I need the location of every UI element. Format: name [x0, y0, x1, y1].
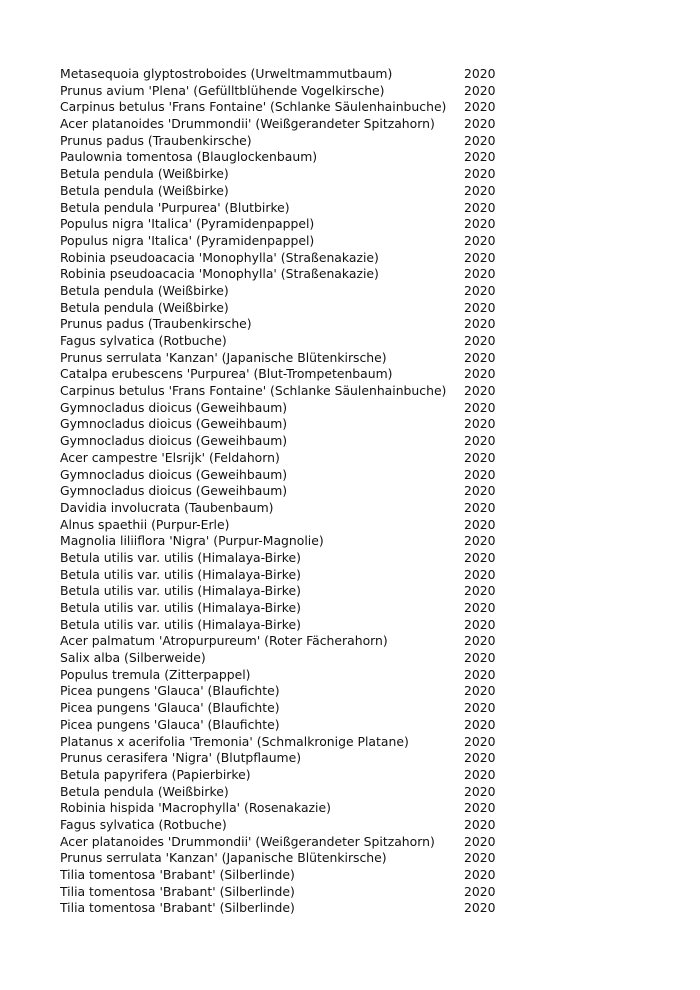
list-item [60, 784, 520, 801]
list-item [60, 667, 520, 684]
list-item [60, 533, 520, 550]
planting-year: 2020 [464, 583, 496, 599]
tree-name: Gymnocladus dioicus (Geweihbaum) [60, 399, 288, 415]
list-item [60, 166, 520, 183]
list-item [60, 900, 520, 917]
list-item [60, 500, 520, 517]
tree-name: Picea pungens 'Glauca' (Blaufichte) [60, 683, 280, 699]
planting-year: 2020 [464, 800, 496, 816]
tree-name: Betula pendula (Weißbirke) [60, 299, 229, 315]
list-item [60, 550, 520, 567]
tree-name: Betula papyrifera (Papierbirke) [60, 766, 251, 782]
tree-name: Acer palmatum 'Atropurpureum' (Roter Fächerahorn) [60, 633, 388, 649]
tree-name: Alnus spaethii (Purpur-Erle) [60, 516, 230, 532]
list-item [60, 517, 520, 534]
list-item [60, 850, 520, 867]
tree-name: Prunus avium 'Plena' (Gefülltblühende Vogelkirsche) [60, 82, 385, 98]
tree-name: Gymnocladus dioicus (Geweihbaum) [60, 433, 288, 449]
planting-year: 2020 [464, 216, 496, 232]
list-item [60, 149, 520, 166]
list-item [60, 233, 520, 250]
planting-year: 2020 [464, 433, 496, 449]
planting-year: 2020 [464, 633, 496, 649]
planting-year: 2020 [464, 299, 496, 315]
planting-year: 2020 [464, 266, 496, 282]
list-item [60, 183, 520, 200]
planting-year: 2020 [464, 600, 496, 615]
tree-name: Betula utilis var. utilis (Himalaya-Birke) [60, 583, 301, 599]
tree-name: Betula utilis var. utilis (Himalaya-Birke) [60, 549, 301, 565]
list-item [60, 66, 520, 83]
tree-name: Prunus cerasifera 'Nigra' (Blutpflaume) [60, 750, 302, 766]
tree-name: Gymnocladus dioicus (Geweihbaum) [60, 483, 288, 499]
list-item [60, 767, 520, 784]
planting-year: 2020 [464, 99, 496, 115]
tree-list [60, 66, 520, 917]
list-item [60, 800, 520, 817]
list-item [60, 567, 520, 584]
planting-year: 2020 [464, 499, 496, 515]
tree-name: Betula pendula (Weißbirke) [60, 182, 229, 198]
list-item [60, 366, 520, 383]
planting-year: 2020 [464, 483, 496, 499]
planting-year: 2020 [464, 816, 496, 832]
list-item [60, 250, 520, 267]
list-item [60, 600, 520, 617]
planting-year: 2020 [464, 650, 496, 666]
tree-name: Fagus sylvatica (Rotbuche) [60, 333, 227, 348]
planting-year: 2020 [464, 616, 496, 632]
list-item [60, 483, 520, 500]
tree-name: Populus nigra 'Italica' (Pyramidenpappel) [60, 216, 315, 232]
list-item [60, 633, 520, 650]
list-item [60, 116, 520, 133]
tree-name: Betula utilis var. utilis (Himalaya-Birke) [60, 616, 301, 632]
planting-year: 2020 [464, 666, 496, 682]
list-item [60, 834, 520, 851]
tree-name: Tilia tomentosa 'Brabant' (Silberlinde) [60, 900, 295, 916]
tree-name: Prunus padus (Traubenkirsche) [60, 316, 252, 332]
tree-name: Prunus serrulata 'Kanzan' (Japanische Blütenkirsche) [60, 349, 387, 365]
tree-name: Fagus sylvatica (Rotbuche) [60, 816, 227, 832]
list-item [60, 416, 520, 433]
list-item [60, 300, 520, 317]
planting-year: 2020 [464, 700, 496, 716]
tree-name: Tilia tomentosa 'Brabant' (Silberlinde) [60, 867, 295, 882]
tree-name: Davidia involucrata (Taubenbaum) [60, 499, 274, 515]
list-item [60, 316, 520, 333]
planting-year: 2020 [464, 199, 496, 215]
tree-name: Populus tremula (Zitterpappel) [60, 666, 251, 682]
list-item [60, 216, 520, 233]
planting-year: 2020 [464, 349, 496, 365]
tree-name: Tilia tomentosa 'Brabant' (Silberlinde) [60, 883, 295, 899]
planting-year: 2020 [464, 733, 496, 749]
planting-year: 2020 [464, 750, 496, 766]
list-item [60, 717, 520, 734]
tree-name: Betula pendula (Weißbirke) [60, 783, 229, 799]
list-item [60, 433, 520, 450]
tree-name: Prunus padus (Traubenkirsche) [60, 132, 252, 148]
tree-name: Gymnocladus dioicus (Geweihbaum) [60, 466, 288, 482]
list-item [60, 400, 520, 417]
tree-name: Magnolia liliiflora 'Nigra' (Purpur-Magnolie) [60, 533, 324, 549]
list-item [60, 83, 520, 100]
planting-year: 2020 [464, 549, 496, 565]
planting-year: 2020 [464, 867, 496, 882]
tree-name: Acer platanoides 'Drummondii' (Weißgerandeter Spitzahorn) [60, 833, 435, 849]
planting-year: 2020 [464, 66, 496, 81]
tree-name: Gymnocladus dioicus (Geweihbaum) [60, 416, 288, 432]
tree-name: Carpinus betulus 'Frans Fontaine' (Schlanke Säulenhainbuche) [60, 99, 447, 115]
planting-year: 2020 [464, 883, 496, 899]
list-item [60, 817, 520, 834]
list-item [60, 383, 520, 400]
list-item [60, 266, 520, 283]
list-item [60, 133, 520, 150]
tree-name: Picea pungens 'Glauca' (Blaufichte) [60, 716, 280, 732]
tree-name: Paulownia tomentosa (Blauglockenbaum) [60, 149, 318, 165]
list-item [60, 867, 520, 884]
planting-year: 2020 [464, 683, 496, 699]
planting-year: 2020 [464, 416, 496, 432]
tree-name: Robinia pseudoacacia 'Monophylla' (Straßenakazie) [60, 266, 379, 282]
tree-name: Betula pendula 'Purpurea' (Blutbirke) [60, 199, 290, 215]
planting-year: 2020 [464, 566, 496, 582]
planting-year: 2020 [464, 333, 496, 348]
planting-year: 2020 [464, 850, 496, 866]
planting-year: 2020 [464, 833, 496, 849]
planting-year: 2020 [464, 116, 496, 132]
tree-name: Populus nigra 'Italica' (Pyramidenpappel) [60, 232, 315, 248]
planting-year: 2020 [464, 82, 496, 98]
list-item [60, 350, 520, 367]
tree-name: Acer campestre 'Elsrijk' (Feldahorn) [60, 449, 280, 465]
planting-year: 2020 [464, 766, 496, 782]
list-item [60, 283, 520, 300]
tree-name: Robinia pseudoacacia 'Monophylla' (Straßenakazie) [60, 249, 379, 265]
tree-name: Betula pendula (Weißbirke) [60, 282, 229, 298]
list-item [60, 750, 520, 767]
planting-year: 2020 [464, 449, 496, 465]
tree-name: Catalpa erubescens 'Purpurea' (Blut-Trompetenbaum) [60, 366, 393, 382]
list-item [60, 200, 520, 217]
planting-year: 2020 [464, 232, 496, 248]
list-item [60, 734, 520, 751]
planting-year: 2020 [464, 466, 496, 482]
planting-year: 2020 [464, 516, 496, 532]
planting-year: 2020 [464, 366, 496, 382]
list-item [60, 333, 520, 350]
list-item [60, 683, 520, 700]
planting-year: 2020 [464, 316, 496, 332]
planting-year: 2020 [464, 149, 496, 165]
tree-name: Platanus x acerifolia 'Tremonia' (Schmalkronige Platane) [60, 733, 409, 749]
planting-year: 2020 [464, 533, 496, 549]
list-item [60, 450, 520, 467]
tree-name: Picea pungens 'Glauca' (Blaufichte) [60, 700, 280, 716]
list-item [60, 700, 520, 717]
tree-name: Betula pendula (Weißbirke) [60, 166, 229, 182]
tree-name: Robinia hispida 'Macrophylla' (Rosenakazie) [60, 800, 331, 816]
list-item [60, 884, 520, 901]
planting-year: 2020 [464, 166, 496, 182]
planting-year: 2020 [464, 249, 496, 265]
list-item [60, 467, 520, 484]
tree-name: Betula utilis var. utilis (Himalaya-Birke) [60, 600, 301, 615]
list-item [60, 99, 520, 116]
tree-name: Prunus serrulata 'Kanzan' (Japanische Blütenkirsche) [60, 850, 387, 866]
tree-name: Acer platanoides 'Drummondii' (Weißgerandeter Spitzahorn) [60, 116, 435, 132]
list-item [60, 650, 520, 667]
tree-name: Salix alba (Silberweide) [60, 650, 206, 666]
planting-year: 2020 [464, 182, 496, 198]
tree-name: Betula utilis var. utilis (Himalaya-Birke) [60, 566, 301, 582]
planting-year: 2020 [464, 399, 496, 415]
tree-name: Metasequoia glyptostroboides (Urweltmammutbaum) [60, 66, 393, 81]
planting-year: 2020 [464, 716, 496, 732]
planting-year: 2020 [464, 783, 496, 799]
list-item [60, 583, 520, 600]
list-item [60, 617, 520, 634]
planting-year: 2020 [464, 282, 496, 298]
planting-year: 2020 [464, 900, 496, 916]
planting-year: 2020 [464, 132, 496, 148]
tree-name: Carpinus betulus 'Frans Fontaine' (Schlanke Säulenhainbuche) [60, 383, 447, 399]
planting-year: 2020 [464, 383, 496, 399]
